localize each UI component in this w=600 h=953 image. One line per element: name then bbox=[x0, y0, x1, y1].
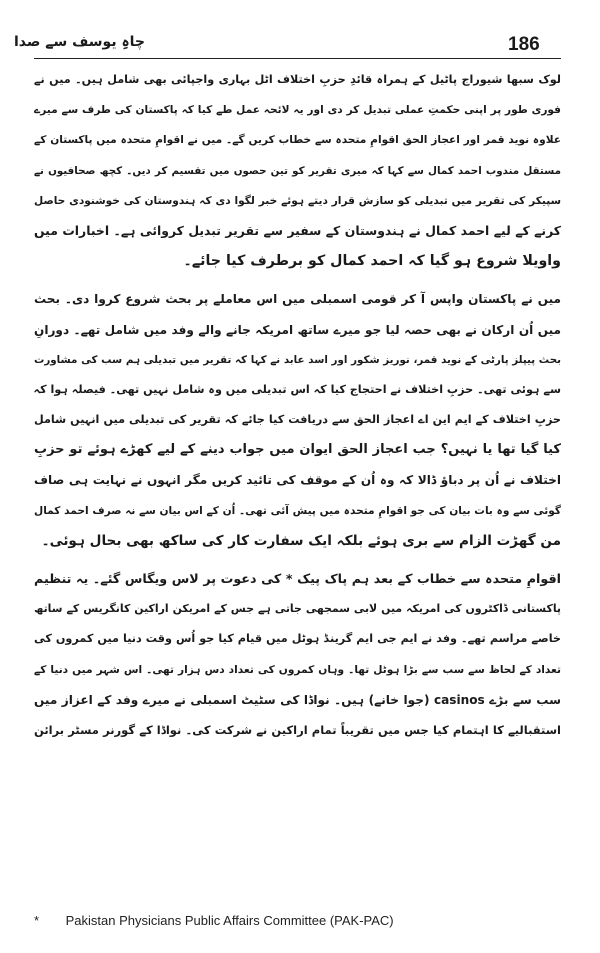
text-line: اقوامِ متحدہ سے خطاب کے بعد ہم پاک پیک * کی دعوت پر لاس ویگاس گئے۔ یہ تنظیم bbox=[34, 571, 561, 586]
paragraph-2 bbox=[34, 284, 561, 556]
text-line: سے ہوئی تھی۔ حزبِ اختلاف نے احتجاج کیا کہ اس تبدیلی میں وہ شامل نہیں تھی۔ فیصلہ ہوا کہ bbox=[34, 382, 561, 396]
text-line: اختلاف نے اُن پر دباؤ ڈالا کہ وہ اُن کے موقف کی تائید کریں مگر انہوں نے نہایت ہی صاف bbox=[34, 473, 561, 488]
footnote bbox=[34, 913, 561, 928]
text-line: بحث پیپلز پارٹی کے نوید قمر، نوریز شکور اور اسد عابد نے کہا کہ تقریر میں تبدیلی ہم سب کی مشاورت bbox=[34, 353, 561, 366]
text-line: فوری طور پر اپنی حکمتِ عملی تبدیل کر دی اور یہ لائحہ عمل طے کیا کہ پاکستان کی طرف سے میرے bbox=[34, 104, 561, 117]
text-line: سپیکر کی تقریر میں تبدیلی کو سازش قرار دیتے ہوئے خبر لگوا دی کہ ہندوستان کی خوشنودی حاصل bbox=[34, 194, 561, 207]
text-line: استقبالیے کا اہتمام کیا جس میں تقریباً تمام اراکین نے شرکت کی۔ نواڈا کے گورنر مسٹر برائن bbox=[34, 722, 561, 737]
running-title: چاہِ یوسف سے صدا bbox=[13, 34, 145, 50]
footnote-text: Pakistan Physicians Public Affairs Committee (PAK-PAC) bbox=[65, 913, 394, 928]
footnote-marker: * bbox=[34, 913, 40, 928]
text-line: من گھڑت الزام سے بری ہوئے بلکہ ایک سفارت کار کی ساکھ بھی بحال ہوئی۔ bbox=[41, 532, 561, 549]
header-rule bbox=[34, 58, 561, 59]
page-header bbox=[0, 22, 600, 62]
text-line: گوئی سے وہ بات بیان کی جو اقوامِ متحدہ میں پیش آئی تھی۔ اُن کے اس بیان سے نہ صرف احمد کمال bbox=[34, 504, 561, 517]
body-text bbox=[34, 65, 561, 745]
text-line: واویلا شروع ہو گیا کہ احمد کمال کو برطرف کیا جائے۔ bbox=[183, 253, 561, 270]
text-line: تعداد کے لحاظ سے سب سے بڑا ہوٹل تھا۔ وہاں کمروں کی تعداد دس ہزار تھی۔ اس شہر میں دنیا کے bbox=[34, 663, 561, 676]
text-line: حزبِ اختلاف کے ایم این اے اعجاز الحق سے دریافت کیا جائے کہ تقریر کی تبدیلی میں انہیں شامل bbox=[34, 413, 561, 427]
text-line: کرنے کے لیے احمد کمال نے ہندوستان کے سفیر سے تقریر تبدیل کروائی ہے۔ اخبارات میں bbox=[34, 222, 561, 238]
text-line: سب سے بڑے casinos (جوا خانے) ہیں۔ نواڈا کی سٹیٹ اسمبلی نے میرے وفد کے اعزاز میں bbox=[34, 692, 561, 707]
text-line: لوک سبھا شیوراج پاٹیل کے ہمراہ قائدِ حزبِ اختلاف اٹل بہاری واجپائی بھی شامل ہیں۔ میں نے bbox=[34, 73, 561, 86]
paragraph-3 bbox=[34, 564, 561, 745]
text-line: پاکستانی ڈاکٹروں کی امریکہ میں لابی سمجھی جاتی ہے جس کے امریکن اراکین کانگریس کے ساتھ bbox=[34, 602, 561, 616]
paragraph-gap bbox=[34, 276, 561, 284]
text-line: مستقل مندوب احمد کمال سے کہا کہ میری تقریر کو تین حصوں میں تقسیم کر دیں۔ کچھ صحافیوں نے bbox=[34, 164, 561, 177]
text-line: خاصے مراسم تھے۔ وفد نے ایم جی ایم گرینڈ ہوٹل میں قیام کیا جو اُس وقت دنیا میں کمروں کی bbox=[34, 632, 561, 646]
text-line: میں اُن ارکان نے بھی حصہ لیا جو میرے ساتھ امریکہ جانے والے وفد میں شامل تھے۔ دورانِ bbox=[34, 322, 561, 337]
paragraph-1 bbox=[34, 65, 561, 276]
text-line: میں نے پاکستان واپس آ کر قومی اسمبلی میں اس معاملے پر بحث شروع کروا دی۔ بحث bbox=[34, 292, 561, 307]
paragraph-gap bbox=[34, 556, 561, 564]
text-line: کیا گیا تھا یا نہیں؟ جب اعجاز الحق ایوان میں جواب دینے کے لیے کھڑے ہوئے تو حزبِ bbox=[34, 442, 561, 458]
text-line: علاوہ نوید قمر اور اعجاز الحق اقوامِ متحدہ سے خطاب کریں گے۔ میں نے اقوامِ متحدہ میں پاکستان کے bbox=[34, 134, 561, 147]
page-number: 186 bbox=[508, 34, 540, 55]
